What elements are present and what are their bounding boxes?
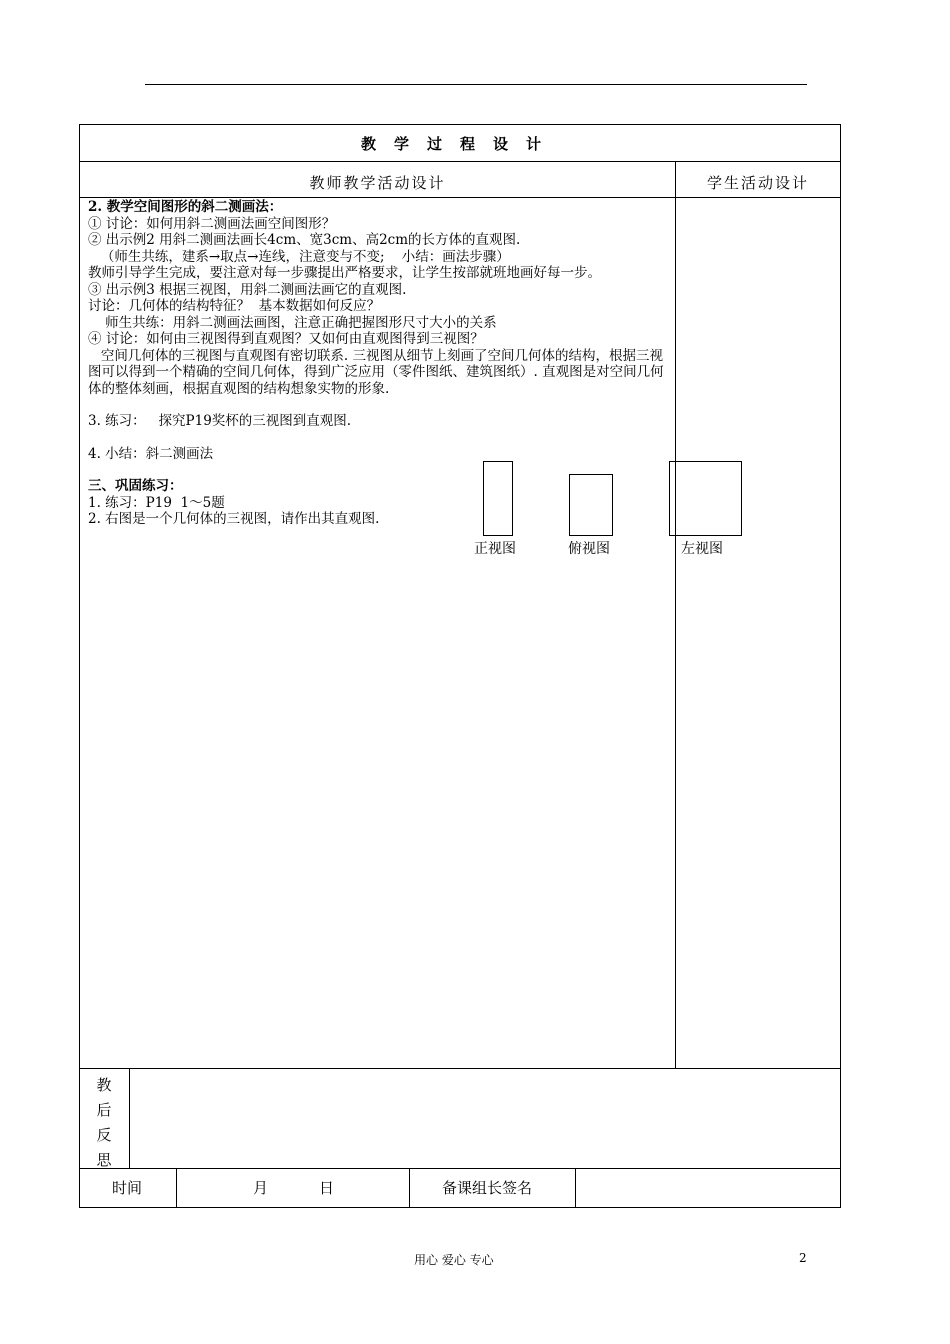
section-heading: 2. 教学空间图形的斜二测画法： [88, 199, 283, 215]
row-divider [80, 1068, 840, 1069]
content-line: ① 讨论：如何用斜二测画法画空间图形？ [88, 215, 336, 232]
left-view-rect [669, 461, 742, 536]
summary-line: 4. 小结：斜二测画法 [88, 445, 214, 462]
content-line: 师生共练：用斜二测画法画图，注意正确把握图形尺寸大小的关系 [88, 314, 497, 331]
header-rule [145, 84, 807, 85]
lesson-table [79, 124, 841, 1208]
column-divider [176, 1168, 177, 1208]
consolidate-heading: 三、巩固练习： [88, 478, 183, 494]
column-divider [129, 1068, 130, 1168]
column-divider [409, 1168, 410, 1208]
content-line: ③ 出示例3 根据三视图，用斜二测画法画它的直观图. [88, 281, 407, 298]
exercise-line: 2. 右图是一个几何体的三视图，请作出其直观图. [88, 511, 380, 527]
row-divider [80, 1168, 840, 1169]
column-divider [575, 1168, 576, 1208]
row-divider [80, 197, 840, 198]
content-paragraph: 空间几何体的三视图与直观图有密切联系. 三视图从细节上刻画了空间几何体的结构，根据三视图可以得到一个精确的空间几何体，得到广泛应用（零件图纸、建筑图纸）. 直观图是对空间几何体的整体刻画，根据直观图的结构想象实物的形象. [88, 347, 664, 397]
front-view-rect [483, 461, 513, 536]
student-column-header: 学生活动设计 [706, 174, 809, 192]
day-label: 日 [319, 1179, 335, 1197]
top-view-label: 俯视图 [568, 541, 610, 557]
content-line: （师生共练，建系→取点→连线，注意变与不变; 小结：画法步骤） [88, 248, 510, 265]
time-label: 时间 [112, 1179, 143, 1197]
column-divider [675, 161, 676, 1068]
content-line: 教师引导学生完成，要注意对每一步骤提出严格要求，让学生按部就班地画好每一步。 [88, 265, 601, 281]
teacher-column-header: 教师教学活动设计 [309, 174, 446, 192]
top-view-rect [569, 474, 613, 536]
month-label: 月 [253, 1179, 269, 1197]
row-divider [80, 161, 840, 162]
page-number: 2 [799, 1251, 807, 1265]
sign-label: 备课组长签名 [442, 1179, 533, 1197]
reflection-label: 教后反思 [96, 1076, 112, 1169]
practice-line: 3. 练习： 探究P19奖杯的三视图到直观图. [88, 413, 352, 429]
left-view-label: 左视图 [681, 541, 723, 557]
front-view-label: 正视图 [474, 541, 516, 557]
content-line: ② 出示例2 用斜二测画法画长4cm、宽3cm、高2cm的长方体的直观图. [88, 232, 521, 248]
content-line: 讨论：几何体的结构特征？ 基本数据如何反应？ [88, 298, 381, 314]
exercise-line: 1. 练习：P19 1～5题 [88, 494, 225, 511]
footer-motto: 用心 爱心 专心 [414, 1253, 494, 1267]
table-title: 教学过程设计 [360, 135, 559, 153]
content-line: ④ 讨论：如何由三视图得到直观图？又如何由直观图得到三视图？ [88, 331, 484, 347]
